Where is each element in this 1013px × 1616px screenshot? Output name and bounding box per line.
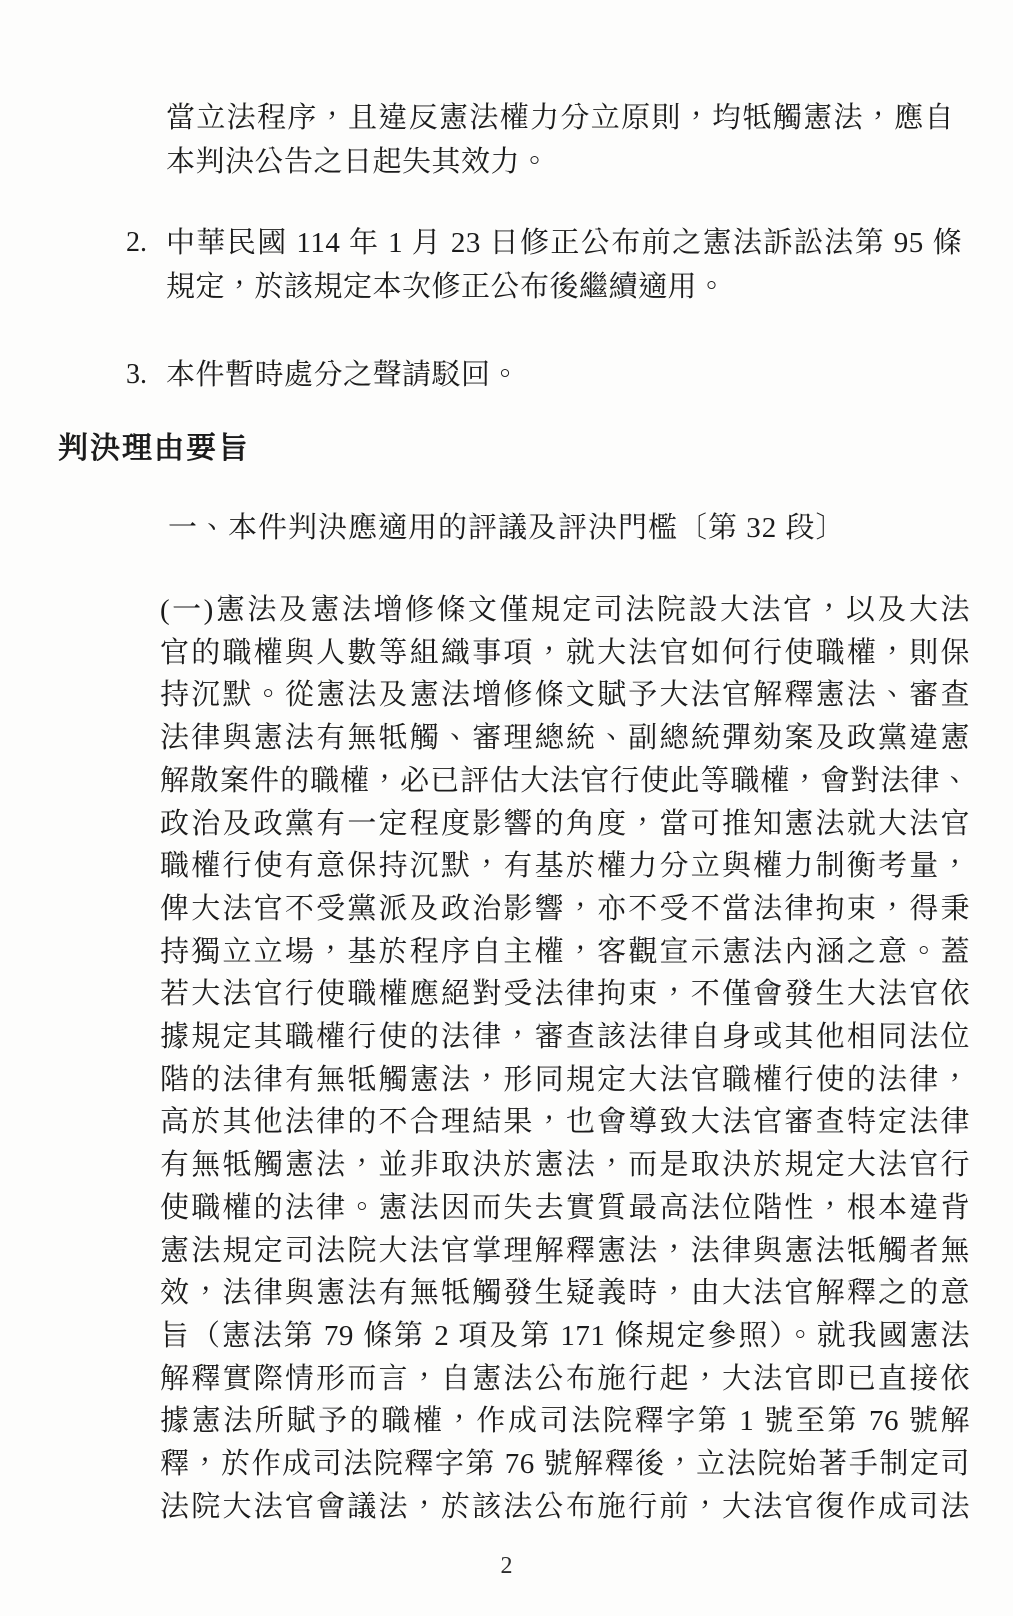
body-line: 據規定其職權行使的法律，審查該法律自身或其他相同法位 bbox=[160, 1021, 970, 1054]
list-item-number: 2. bbox=[126, 227, 147, 258]
paragraph-line: 本判決公告之日起失其效力。 bbox=[166, 146, 550, 178]
continuation-paragraph bbox=[166, 96, 954, 184]
body-line: 高於其他法律的不合理結果，也會導致大法官審查特定法律 bbox=[160, 1106, 970, 1139]
body-line: 旨（憲法第 79 條第 2 項及第 171 條規定參照）。就我國憲法 bbox=[160, 1319, 970, 1352]
body-line: 職權行使有意保持沉默，有基於權力分立與權力制衡考量， bbox=[160, 850, 970, 883]
body-line: 若大法官行使職權應絕對受法律拘束，不僅會發生大法官依 bbox=[160, 978, 970, 1011]
paragraph-line: 中華民國 114 年 1 月 23 日修正公布前之憲法訴訟法第 95 條 bbox=[166, 227, 962, 259]
holding-item-2 bbox=[126, 221, 962, 309]
body-line: 法律與憲法有無牴觸、審理總統、副總統彈劾案及政黨違憲 bbox=[160, 722, 970, 755]
body-line: 階的法律有無牴觸憲法，形同規定大法官職權行使的法律， bbox=[160, 1063, 970, 1096]
body-line: 政治及政黨有一定程度影響的角度，當可推知憲法就大法官 bbox=[160, 807, 970, 840]
list-item-text bbox=[166, 221, 962, 309]
holding-item-3 bbox=[126, 353, 962, 397]
body-line: 有無牴觸憲法，並非取決於憲法，而是取決於規定大法官行 bbox=[160, 1149, 970, 1182]
body-paragraph bbox=[160, 589, 970, 1528]
body-line: 法院大法官會議法，於該法公布施行前，大法官復作成司法 bbox=[160, 1490, 970, 1523]
body-line: (一)憲法及憲法增修條文僅規定司法院設大法官，以及大法 bbox=[160, 594, 970, 626]
section-heading: 判決理由要旨 bbox=[58, 432, 250, 465]
paragraph-line: 本件暫時處分之聲請駁回。 bbox=[166, 359, 521, 391]
paragraph-line: 規定，於該規定本次修正公布後繼續適用。 bbox=[166, 271, 727, 303]
body-line: 釋，於作成司法院釋字第 76 號解釋後，立法院始著手制定司 bbox=[160, 1448, 970, 1481]
list-item-number: 3. bbox=[126, 359, 147, 390]
page-number: 2 bbox=[500, 1553, 513, 1579]
subsection-heading: 一、本件判決應適用的評議及評決門檻〔第 32 段〕 bbox=[168, 512, 846, 544]
body-line: 持獨立立場，基於程序自主權，客觀宣示憲法內涵之意。蓋 bbox=[160, 935, 970, 968]
body-line: 憲法規定司法院大法官掌理解釋憲法，法律與憲法牴觸者無 bbox=[160, 1234, 970, 1267]
body-line: 解散案件的職權，必已評估大法官行使此等職權，會對法律、 bbox=[160, 764, 970, 797]
body-line: 俾大法官不受黨派及政治影響，亦不受不當法律拘束，得秉 bbox=[160, 892, 970, 925]
paragraph-line: 當立法程序，且違反憲法權力分立原則，均牴觸憲法，應自 bbox=[166, 102, 954, 134]
body-line: 解釋實際情形而言，自憲法公布施行起，大法官即已直接依 bbox=[160, 1362, 970, 1395]
list-item-text bbox=[166, 353, 962, 397]
body-line: 官的職權與人數等組織事項，就大法官如何行使職權，則保 bbox=[160, 636, 970, 669]
body-line: 持沉默。從憲法及憲法增修條文賦予大法官解釋憲法、審查 bbox=[160, 679, 970, 712]
body-line: 使職權的法律。憲法因而失去實質最高法位階性，根本違背 bbox=[160, 1191, 970, 1224]
body-line: 效，法律與憲法有無牴觸發生疑義時，由大法官解釋之的意 bbox=[160, 1277, 970, 1310]
body-line: 據憲法所賦予的職權，作成司法院釋字第 1 號至第 76 號解 bbox=[160, 1405, 970, 1438]
